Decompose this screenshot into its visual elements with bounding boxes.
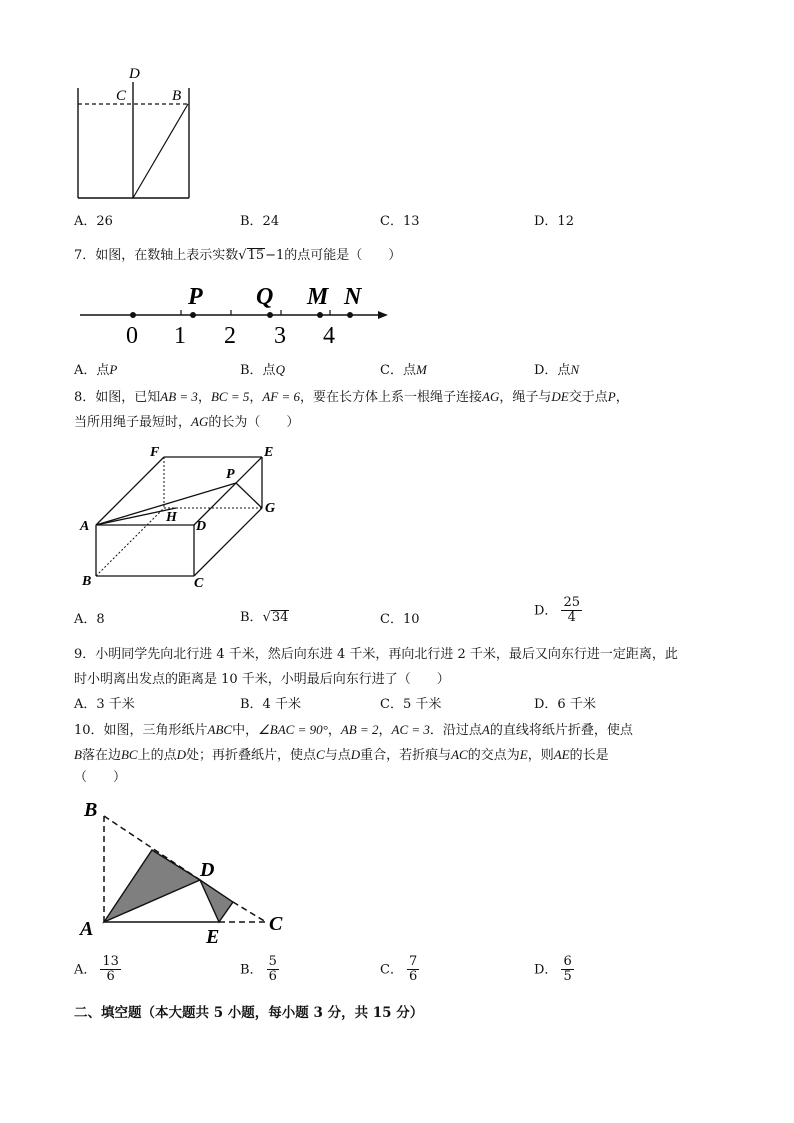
- q10-option-c: C． $\frac{7}{6}$: [380, 954, 418, 985]
- section-2-title: 二、填空题（本大题共 5 小题，每小题 3 分，共 15 分）: [74, 1005, 424, 1021]
- q10-label-a: A: [80, 918, 94, 940]
- q8-label-g: G: [265, 501, 276, 516]
- q8-label-a: A: [80, 519, 90, 534]
- q7-number-line: [76, 278, 396, 350]
- q8-label-h: H: [166, 510, 177, 525]
- q6-label-b: B: [172, 88, 182, 104]
- q7-option-b: B．点Q: [240, 362, 285, 378]
- q8-stem-line1: 8．如图，已知AB = 3，BC = 5，AF = 6，要在长方体上系一根绳子连接AG，绳子与DE交于点P，: [74, 389, 629, 405]
- q9-option-c: C．5 千米: [380, 697, 442, 712]
- q8-figure: [76, 440, 286, 590]
- q7-option-a: A．点P: [74, 362, 118, 378]
- q7-dot-0: [130, 312, 136, 318]
- q10-label-c: C: [269, 913, 283, 935]
- q9-stem-line2: 时小明离出发点的距离是 10 千米，小明最后向东行进了（ ）: [74, 672, 450, 687]
- q8-label-d: D: [196, 519, 207, 534]
- q7-stem-mid: −1: [265, 248, 285, 263]
- q7-num-4: 4: [323, 323, 335, 349]
- q10-stem-line3: （ ）: [74, 770, 127, 785]
- q8-label-f: F: [150, 445, 160, 460]
- q7-label-p: P: [188, 284, 203, 310]
- q8-stem-line2: 当所用绳子最短时，AG的长为（ ）: [74, 414, 300, 430]
- q10-stem-line1: 10．如图，三角形纸片ABC中，∠BAC = 90°，AB = 2，AC = 3．沿过点A的直线将纸片折叠，使点: [74, 722, 633, 738]
- q8-label-e: E: [264, 445, 274, 460]
- q7-label-m: M: [307, 284, 329, 310]
- q10-figure: [76, 792, 296, 952]
- q7-num-3: 3: [274, 323, 286, 349]
- q7-stem-post: 的点可能是（ ）: [284, 248, 402, 263]
- q10-label-e: E: [206, 926, 220, 948]
- q10-shade-2: [200, 880, 233, 922]
- q7-dot-p: [190, 312, 196, 318]
- q8-label-c: C: [194, 576, 204, 590]
- q8-label-b: B: [82, 574, 92, 589]
- q10-label-b: B: [84, 799, 98, 821]
- q7-dot-m: [317, 312, 323, 318]
- q7-stem: 7．如图，在数轴上表示实数√15−1的点可能是（ ）: [74, 248, 402, 263]
- q9-option-d: D．6 千米: [534, 697, 596, 712]
- q10-option-b: B． $\frac{5}{6}$: [240, 954, 277, 985]
- q9-option-b: B．4 千米: [240, 697, 301, 712]
- q9-option-a: A．3 千米: [74, 697, 135, 712]
- q10-shade-1: [104, 850, 200, 922]
- q6-option-b: B．24: [240, 214, 280, 229]
- q7-label-q: Q: [256, 284, 274, 310]
- q6-label-d: D: [129, 66, 140, 82]
- q7-option-d: D．点N: [534, 362, 580, 378]
- q6-option-a: A．26: [74, 214, 113, 229]
- q8-option-b: B．√34: [240, 610, 289, 625]
- q6-label-c: C: [116, 88, 127, 104]
- q7-radicand: 15: [247, 248, 265, 263]
- q10-option-d: D． $\frac{6}{5}$: [534, 954, 572, 985]
- q6-figure: [70, 60, 200, 205]
- q6-option-c: C．13: [380, 214, 420, 229]
- q9-stem-line1: 9．小明同学先向北行进 4 千米，然后向东进 4 千米，再向北行进 2 千米，最后又向东行进一定距离，此: [74, 647, 678, 662]
- q8-label-p: P: [226, 467, 235, 482]
- q7-option-c: C．点M: [380, 362, 427, 378]
- q7-num-0: 0: [126, 323, 138, 349]
- q7-label-n: N: [344, 284, 362, 310]
- q10-stem-line2: B落在边BC上的点D处；再折叠纸片，使点C与点D重合，若折痕与AC的交点为E，则AE的长是: [74, 747, 609, 763]
- q8-option-d: D． $\frac{25}{4}$: [534, 595, 580, 626]
- q8-option-a: A．8: [74, 612, 105, 627]
- q10-label-d: D: [200, 859, 215, 881]
- q7-num-2: 2: [224, 323, 236, 349]
- q7-dot-q: [267, 312, 273, 318]
- q6-option-d: D．12: [534, 214, 574, 229]
- q7-num-1: 1: [174, 323, 186, 349]
- q8-option-c: C．10: [380, 612, 420, 627]
- q7-stem-pre: 7．如图，在数轴上表示实数: [74, 248, 239, 263]
- q10-option-a: A． $\frac{13}{6}$: [74, 954, 119, 985]
- q7-dot-n: [347, 312, 353, 318]
